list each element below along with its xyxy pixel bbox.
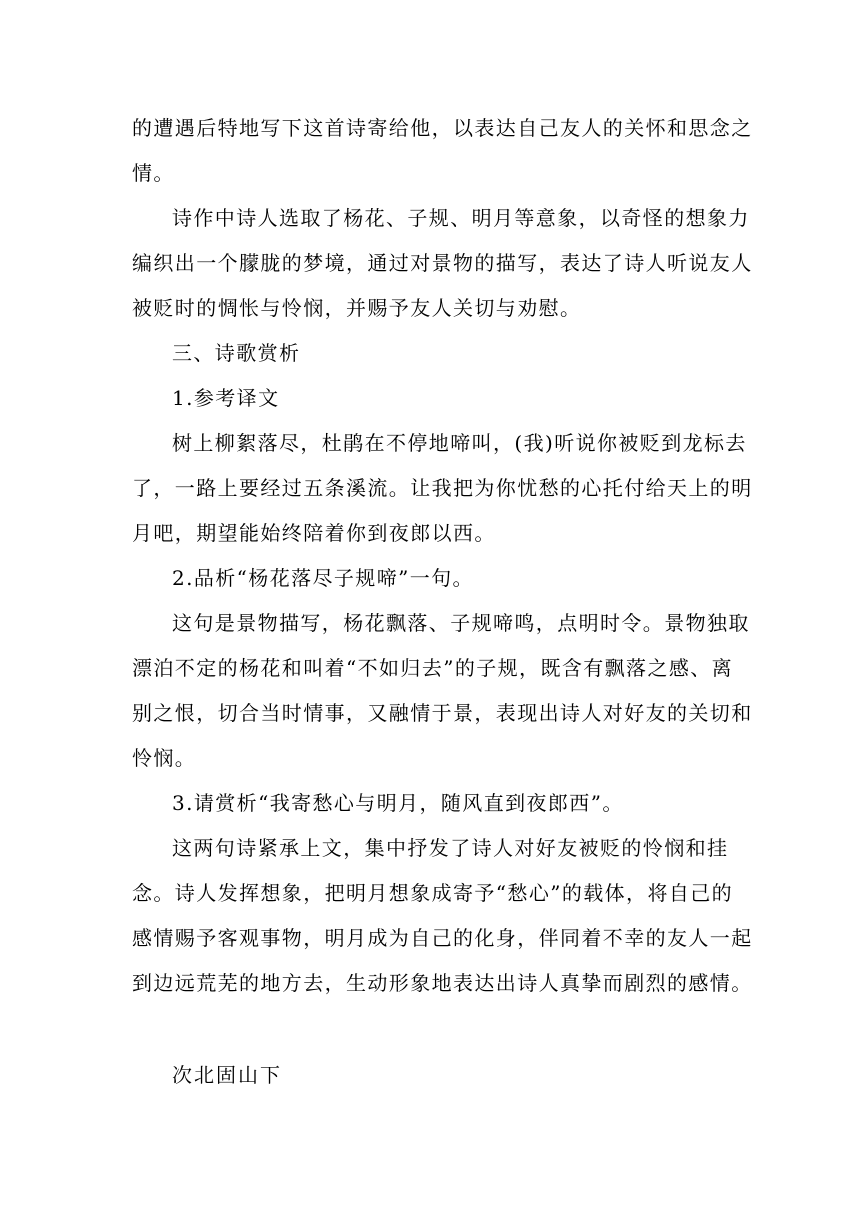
paragraph-first-line: 树上柳絮落尽，杜鹃在不停地啼叫，(我)听说你被贬到龙标去 bbox=[172, 431, 747, 455]
paragraph-first-line: 这句是景物描写，杨花飘落、子规啼鸣，点明时令。景物独取 bbox=[172, 611, 750, 635]
body-line: 漂泊不定的杨花和叫着“不如归去”的子规，既含有飘落之感、离 bbox=[132, 656, 734, 680]
body-line: 被贬时的惆怅与怜悯，并赐予友人关切与劝慰。 bbox=[132, 296, 582, 320]
body-line: 感情赐予客观事物，明月成为自己的化身，伴同着不幸的友人一起 bbox=[132, 926, 753, 950]
subsection-heading: 1.参考译文 bbox=[172, 386, 280, 410]
poem-title: 次北固山下 bbox=[172, 1063, 282, 1087]
body-line: 怜悯。 bbox=[132, 746, 197, 770]
body-line: 了，一路上要经过五条溪流。让我把为你忧愁的心托付给天上的明 bbox=[132, 476, 753, 500]
body-line: 的遭遇后特地写下这首诗寄给他，以表达自己友人的关怀和思念之 bbox=[132, 116, 753, 140]
body-line: 到边远荒芜的地方去，生动形象地表达出诗人真挚而剧烈的感情。 bbox=[132, 971, 753, 995]
paragraph-first-line: 诗作中诗人选取了杨花、子规、明月等意象，以奇怪的想象力 bbox=[172, 206, 750, 230]
body-line: 念。诗人发挥想象，把明月想象成寄予“愁心”的载体，将自己的 bbox=[132, 881, 734, 905]
paragraph-first-line: 这两句诗紧承上文，集中抒发了诗人对好友被贬的怜悯和挂 bbox=[172, 836, 729, 860]
body-line: 编织出一个朦胧的梦境，通过对景物的描写，表达了诗人听说友人 bbox=[132, 251, 753, 275]
subsection-heading: 2.品析“杨花落尽子规啼”一句。 bbox=[172, 566, 474, 590]
body-line: 别之恨，切合当时情事，又融情于景，表现出诗人对好友的关切和 bbox=[132, 701, 753, 725]
section-heading: 三、诗歌赏析 bbox=[172, 341, 301, 365]
body-line: 情。 bbox=[132, 161, 175, 185]
subsection-heading: 3.请赏析“我寄愁心与明月，随风直到夜郎西”。 bbox=[172, 791, 624, 815]
body-line: 月吧，期望能始终陪着你到夜郎以西。 bbox=[132, 521, 496, 545]
